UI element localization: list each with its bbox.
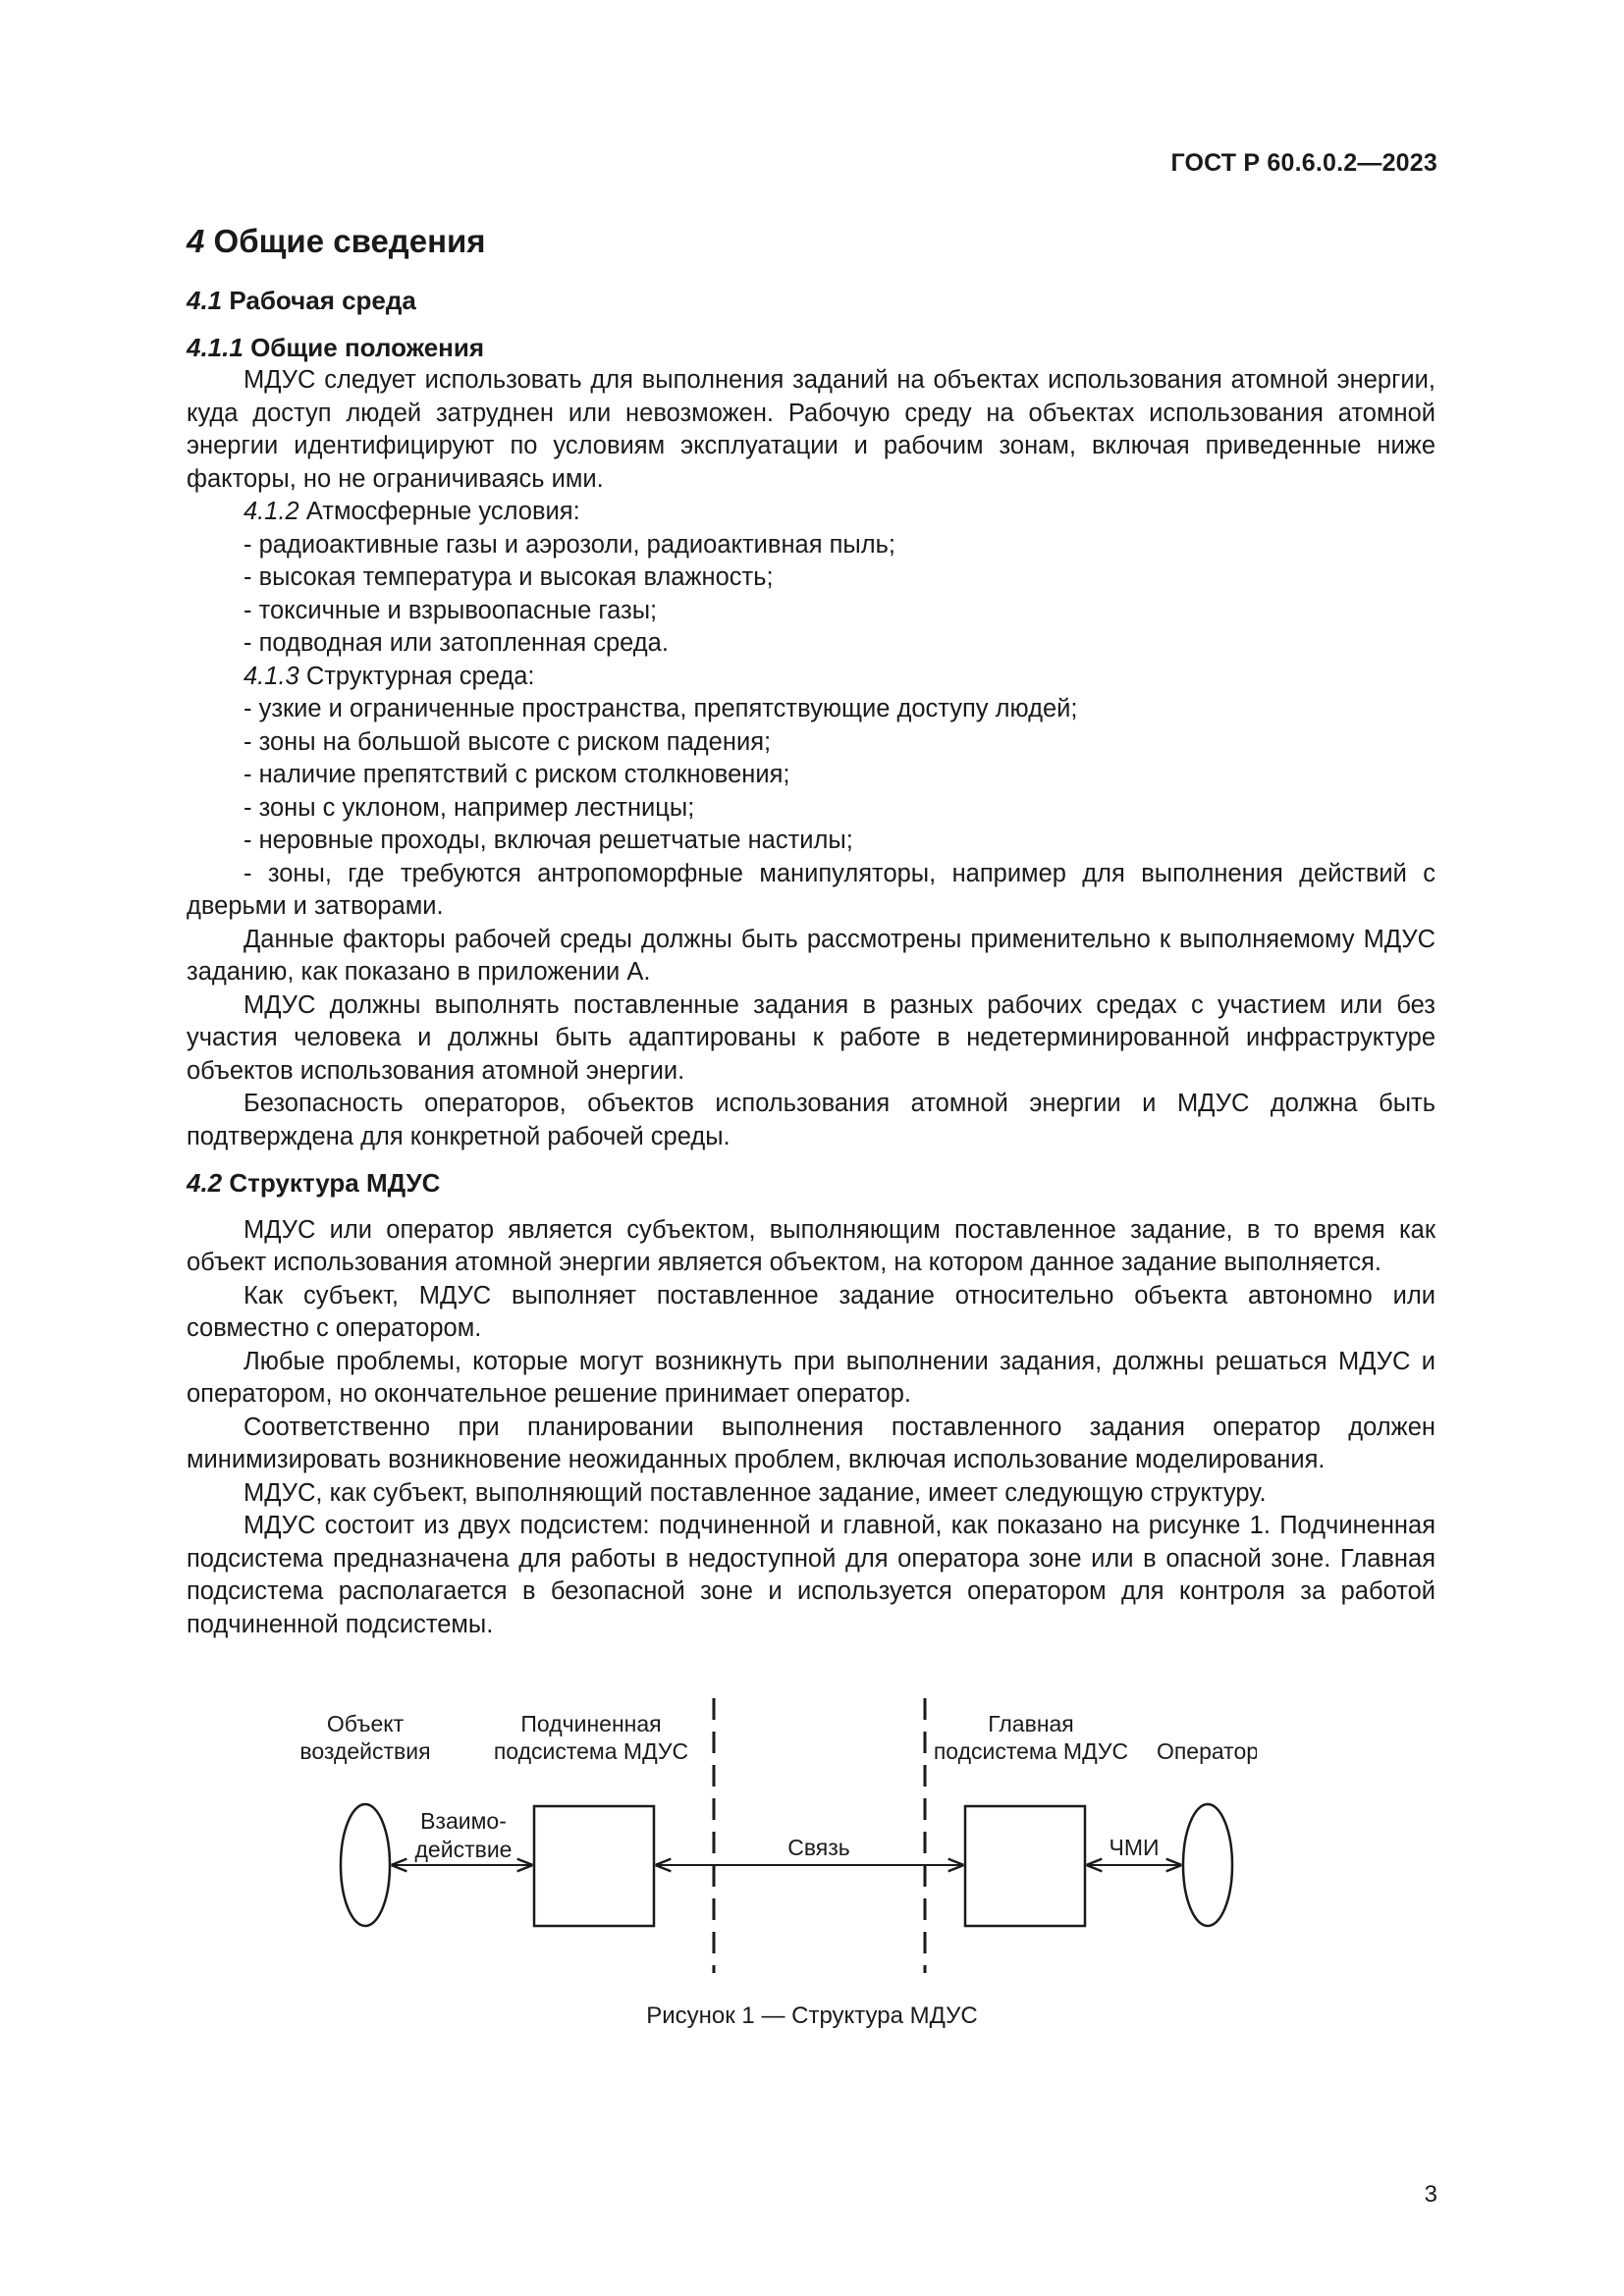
section-number: 4.1 (187, 286, 223, 315)
paragraph: МДУС должны выполнять поставленные задания в разных рабочих средах с участием или без участия человека и должны быть адаптированы к работе в недетерминированной инфраструктуре объектов использования атомной энергии. (187, 990, 1435, 1085)
page-number: 3 (1424, 2181, 1437, 2208)
section-4-1-1-heading (187, 332, 1435, 365)
list-item: - зоны, где требуются антропоморфные манипуляторы, например для выполнения действий с дверьми и затворами. (187, 859, 1435, 920)
paragraph: Как субъект, МДУС выполняет поставленное задание относительно объекта автономно или совместно с оператором. (187, 1281, 1435, 1342)
paragraph: Безопасность операторов, объектов использования атомной энергии и МДУС должна быть подтверждена для конкретной рабочей среды. (187, 1090, 1435, 1150)
master-subsystem-box (965, 1806, 1085, 1926)
interaction-label: Взаимо- (420, 1808, 507, 1834)
document-standard-code: ГОСТ Р 60.6.0.2—2023 (1170, 149, 1437, 177)
paragraph: МДУС, как субъект, выполняющий поставленное задание, имеет следующую структуру. (244, 1478, 1267, 1507)
object-label: Объект (326, 1711, 405, 1736)
paragraph: Соответственно при планировании выполнения поставленного задания оператор должен минимизировать возникновение неожиданных проблем, включая использование моделирования. (187, 1413, 1435, 1473)
operator-label: Оператор (1156, 1738, 1257, 1764)
section-title: Общие сведения (213, 223, 486, 259)
list-item: - узкие и ограниченные пространства, препятствующие доступу людей; (244, 695, 1078, 722)
section-4-1-3-heading (187, 661, 1435, 694)
figure-1-diagram (255, 1688, 1257, 1983)
section-number: 4.2 (187, 1168, 223, 1198)
object-ellipse (341, 1804, 390, 1926)
paragraph: Данные факторы рабочей среды должны быть рассмотрены применительно к выполняемому МДУС заданию, как показано в приложении А. (187, 925, 1435, 986)
master-subsystem-label: Главная (988, 1711, 1074, 1736)
slave-subsystem-label: Подчиненная (520, 1711, 662, 1736)
list-item: - зоны с уклоном, например лестницы; (244, 793, 695, 822)
interaction-label: действие (414, 1837, 513, 1862)
list-item: - высокая температура и высокая влажность; (244, 563, 774, 591)
list-item: - токсичные и взрывоопасные газы; (244, 596, 658, 624)
paragraph: МДУС состоит из двух подсистем: подчиненной и главной, как показано на рисунке 1. Подчиненная подсистема предназначена для работы в недоступной для оператора зоне или в опасной зоне. Главная подсистема располагается в безопасной зоне и используется оператором для контроля за работой подчиненной подсистемы. (187, 1512, 1435, 1638)
section-title: Общие положения (250, 332, 485, 362)
paragraph: Любые проблемы, которые могут возникнуть при выполнении задания, должны решаться МДУС и оператором, но окончательное решение принимает оператор. (187, 1347, 1435, 1408)
section-title: Структура МДУС (229, 1168, 441, 1198)
slave-subsystem-label: подсистема МДУС (493, 1738, 689, 1764)
link-label: Связь (787, 1835, 850, 1860)
section-4-2-heading (187, 1167, 1435, 1201)
section-number: 4.1.1 (187, 332, 244, 362)
section-number: 4.1.2 (244, 498, 299, 525)
section-title: Атмосферные условия: (305, 498, 580, 525)
list-item: - неровные проходы, включая решетчатые настилы; (244, 827, 853, 854)
paragraph: МДУС или оператор является субъектом, выполняющим поставленное задание, в то время как объект использования атомной энергии является объектом, на котором данное задание выполняется. (187, 1215, 1435, 1276)
section-4-1-2-heading (187, 496, 1435, 529)
section-4-1-heading (187, 285, 1435, 318)
section-number: 4.1.3 (244, 662, 299, 690)
section-title: Рабочая среда (229, 286, 416, 315)
section-number: 4 (187, 223, 205, 259)
slave-subsystem-box (534, 1806, 654, 1926)
list-item: - радиоактивные газы и аэрозоли, радиоактивная пыль; (244, 530, 895, 559)
object-label: воздействия (299, 1738, 431, 1764)
document-body (187, 220, 1435, 1641)
figure-caption: Рисунок 1 — Структура МДУС (646, 2002, 978, 2029)
master-subsystem-label: подсистема МДУС (933, 1738, 1129, 1764)
section-4-heading (187, 220, 1435, 263)
section-title: Структурная среда: (305, 662, 535, 690)
mdus-structure-diagram (255, 1688, 1257, 1983)
operator-ellipse (1183, 1804, 1232, 1926)
list-item: - зоны на большой высоте с риском падения; (244, 727, 772, 756)
list-item: - подводная или затопленная среда. (244, 629, 669, 657)
hmi-label: ЧМИ (1109, 1835, 1160, 1860)
paragraph: МДУС следует использовать для выполнения заданий на объектах использования атомной энергии, куда доступ людей затруднен или невозможен. Рабочую среду на объектах использования атомной энергии идентифицируют по условиям эксплуатации и рабочим зонам, включая приведенные ниже факторы, но не ограничиваясь ими. (187, 366, 1435, 493)
list-item: - наличие препятствий с риском столкновения; (244, 761, 790, 788)
